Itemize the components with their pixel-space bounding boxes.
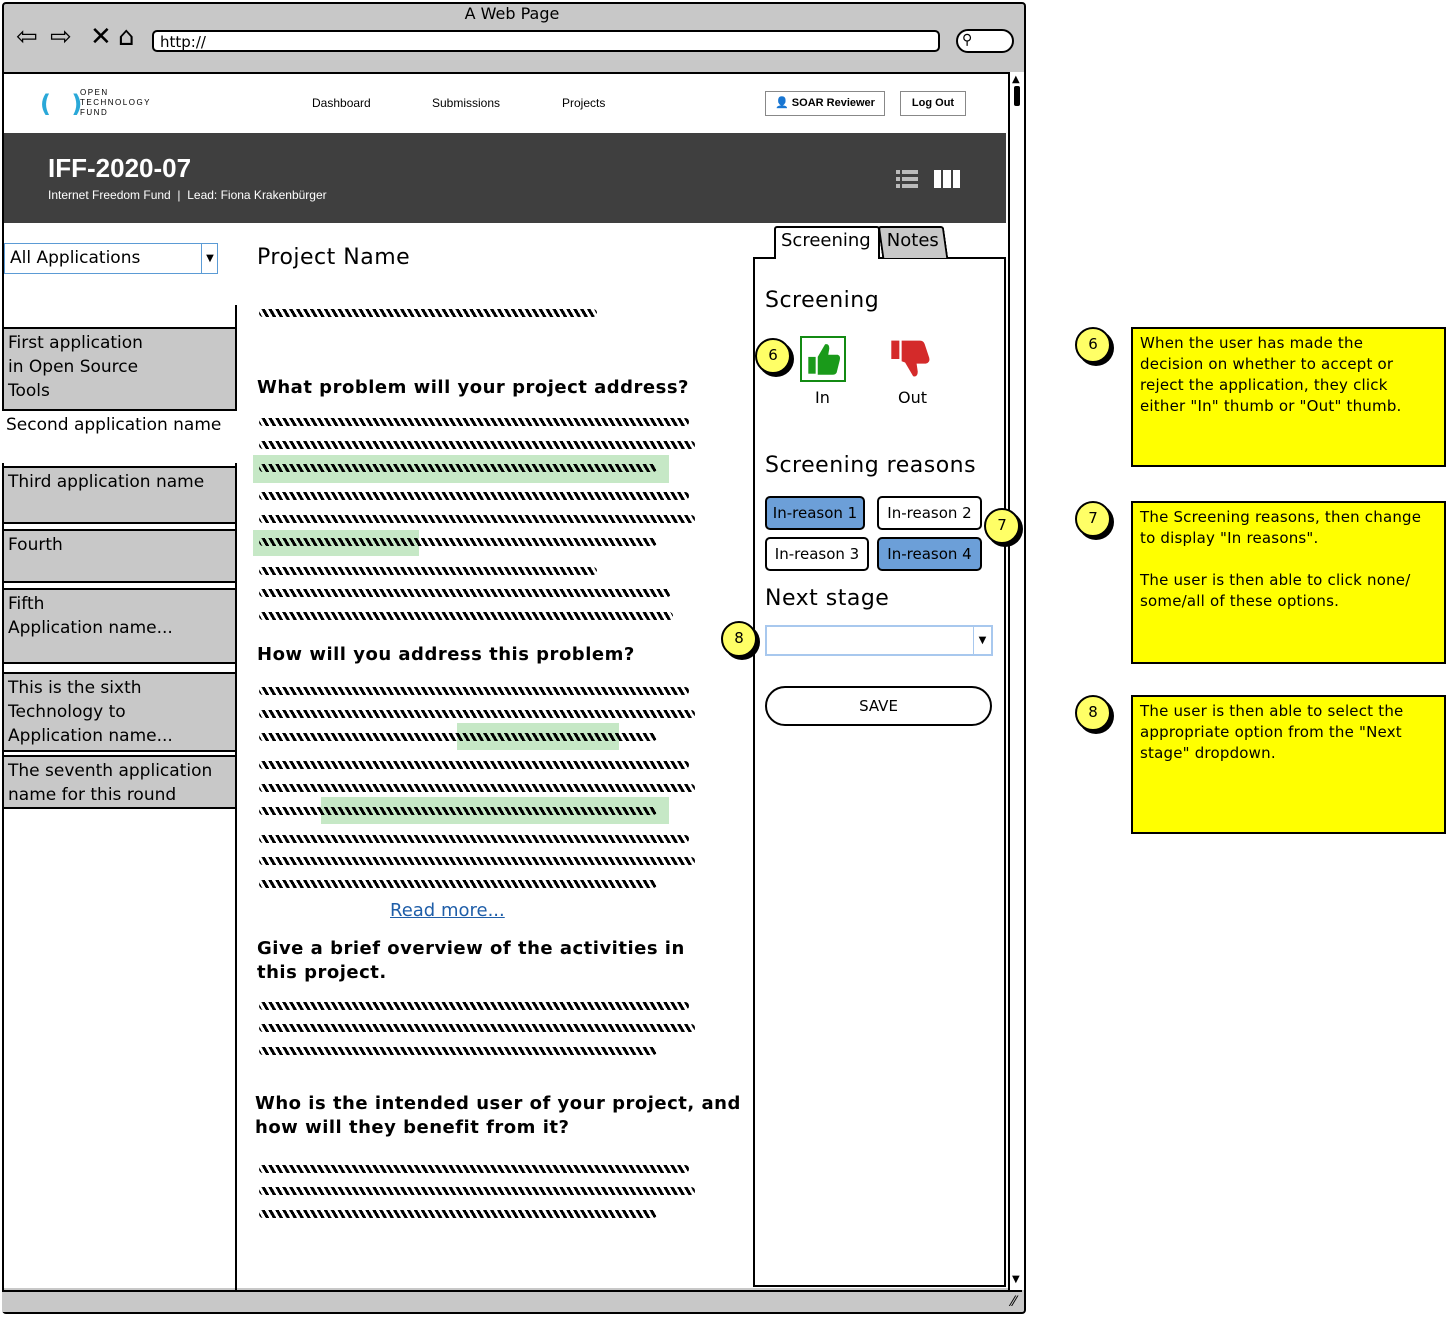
placeholder-text bbox=[259, 687, 689, 695]
annotation-marker: 8 bbox=[1075, 695, 1111, 731]
placeholder-text bbox=[259, 807, 657, 815]
question-heading: Give a brief overview of the activities in this project. bbox=[257, 938, 685, 983]
project-id: IFF-2020-07 bbox=[48, 153, 192, 183]
screening-title: Screening bbox=[765, 288, 880, 313]
url-input[interactable]: http:// bbox=[152, 30, 940, 52]
chevron-down-icon[interactable]: ▼ bbox=[973, 627, 991, 654]
placeholder-text bbox=[259, 1002, 689, 1010]
reason-option[interactable]: In-reason 4 bbox=[877, 537, 982, 571]
subtitle-divider: | bbox=[174, 188, 184, 202]
reasons-title: Screening reasons bbox=[765, 453, 977, 478]
placeholder-text bbox=[259, 538, 657, 546]
application-item[interactable]: Fourth bbox=[2, 529, 237, 583]
placeholder-text bbox=[259, 710, 695, 718]
user-button[interactable] bbox=[765, 91, 885, 116]
thumb-in-label: In bbox=[815, 388, 830, 407]
annotation-note: The Screening reasons, then change to display "In reasons". The user is then able to click none/ some/all of these options. bbox=[1131, 501, 1446, 664]
application-item[interactable]: Second application name bbox=[2, 411, 237, 463]
placeholder-text bbox=[259, 1187, 695, 1195]
placeholder-text bbox=[259, 835, 689, 843]
annotation-marker: 6 bbox=[1075, 327, 1111, 363]
logout-button[interactable]: Log Out bbox=[900, 91, 966, 116]
annotation-marker: 6 bbox=[755, 338, 791, 374]
resize-grip-icon[interactable]: ⁄⁄ bbox=[1011, 1294, 1016, 1310]
annotation-note: When the user has made the decision on whether to accept or reject the application, they click either "In" thumb or "Out" thumb. bbox=[1131, 327, 1446, 467]
placeholder-text bbox=[259, 880, 657, 888]
otf-logo[interactable] bbox=[40, 88, 170, 120]
application-item[interactable]: First application in Open Source Tools bbox=[2, 327, 237, 411]
filter-value: All Applications bbox=[10, 248, 141, 268]
read-more-link[interactable]: Read more... bbox=[390, 900, 505, 921]
question-heading: How will you address this problem? bbox=[257, 644, 635, 665]
annotation-marker: 7 bbox=[984, 508, 1020, 544]
placeholder-text bbox=[259, 309, 597, 317]
forward-icon[interactable]: ⇨ bbox=[50, 22, 72, 52]
placeholder-text bbox=[259, 492, 689, 500]
back-icon[interactable]: ⇦ bbox=[16, 22, 38, 52]
scroll-up-icon[interactable]: ▲ bbox=[1012, 74, 1020, 85]
application-item[interactable]: This is the sixth Technology to Application name... bbox=[2, 672, 237, 752]
application-item[interactable]: Third application name bbox=[2, 466, 237, 524]
thumbs-up-icon bbox=[802, 338, 844, 380]
browser-title: A Web Page bbox=[464, 4, 560, 23]
project-lead: Lead: Fiona Krakenbürger bbox=[187, 188, 327, 202]
annotation-marker: 7 bbox=[1075, 501, 1111, 537]
logo-text: OPEN TECHNOLOGY FUND bbox=[80, 88, 152, 117]
nav-submissions[interactable]: Submissions bbox=[432, 96, 501, 110]
screening-panel bbox=[753, 257, 1006, 1287]
question-heading: What problem will your project address? bbox=[257, 377, 689, 398]
placeholder-text bbox=[259, 464, 657, 472]
thumb-in-button[interactable] bbox=[800, 336, 846, 382]
search-icon: ⚲ bbox=[962, 32, 973, 48]
placeholder-text bbox=[259, 1047, 657, 1055]
tab-screening[interactable]: Screening bbox=[774, 226, 880, 259]
next-stage-select[interactable] bbox=[765, 625, 993, 656]
placeholder-text bbox=[259, 567, 597, 575]
thumb-out-button[interactable] bbox=[889, 336, 935, 382]
placeholder-text bbox=[259, 441, 695, 449]
application-item[interactable]: The seventh application name for this round bbox=[2, 755, 237, 809]
tab-notes[interactable] bbox=[878, 226, 948, 258]
thumbs-down-icon bbox=[889, 336, 935, 382]
fund-name[interactable]: Internet Freedom Fund bbox=[48, 188, 171, 202]
scroll-thumb[interactable] bbox=[1014, 86, 1020, 106]
user-button-label: SOAR Reviewer bbox=[791, 97, 875, 109]
list-view-icon[interactable] bbox=[896, 170, 918, 188]
reason-option[interactable]: In-reason 3 bbox=[765, 537, 869, 571]
project-subtitle bbox=[48, 188, 327, 202]
grid-view-icon[interactable] bbox=[934, 170, 960, 188]
placeholder-text bbox=[259, 589, 671, 597]
status-bar bbox=[2, 1290, 1022, 1312]
project-name: Project Name bbox=[257, 245, 411, 270]
chevron-down-icon[interactable]: ▼ bbox=[201, 244, 218, 273]
browser-search[interactable] bbox=[956, 29, 1014, 53]
scroll-down-icon[interactable]: ▼ bbox=[1012, 1274, 1020, 1285]
annotation-marker: 8 bbox=[721, 621, 757, 657]
nav-dashboard[interactable]: Dashboard bbox=[312, 96, 371, 110]
placeholder-text bbox=[259, 515, 695, 523]
application-filter-select[interactable] bbox=[4, 243, 218, 274]
reason-option[interactable]: In-reason 1 bbox=[765, 496, 865, 530]
reason-option[interactable]: In-reason 2 bbox=[877, 496, 982, 530]
placeholder-text bbox=[259, 418, 689, 426]
placeholder-text bbox=[259, 1210, 657, 1218]
nav-projects[interactable]: Projects bbox=[562, 96, 606, 110]
placeholder-text bbox=[259, 612, 673, 620]
tab-notes-label: Notes bbox=[886, 230, 939, 251]
close-icon[interactable]: ✕ bbox=[90, 22, 112, 52]
annotation-note: The user is then able to select the appropriate option from the "Next stage" dropdown. bbox=[1131, 695, 1446, 834]
scrollbar[interactable] bbox=[1008, 72, 1024, 1290]
user-icon: 👤 bbox=[775, 97, 789, 109]
home-icon[interactable]: ⌂ bbox=[118, 22, 135, 52]
placeholder-text bbox=[259, 733, 657, 741]
placeholder-text bbox=[259, 784, 695, 792]
thumb-out-label: Out bbox=[898, 388, 928, 407]
question-heading: Who is the intended user of your project, and how will they benefit from it? bbox=[255, 1093, 741, 1138]
application-item[interactable]: Fifth Application name... bbox=[2, 588, 237, 664]
placeholder-text bbox=[259, 761, 689, 769]
logo-mark-icon: ( ) bbox=[40, 90, 89, 118]
project-header bbox=[4, 133, 1006, 223]
placeholder-text bbox=[259, 1024, 695, 1032]
placeholder-text bbox=[259, 857, 695, 865]
placeholder-text bbox=[259, 1165, 689, 1173]
next-stage-title: Next stage bbox=[765, 586, 890, 611]
save-button[interactable]: SAVE bbox=[765, 686, 992, 726]
